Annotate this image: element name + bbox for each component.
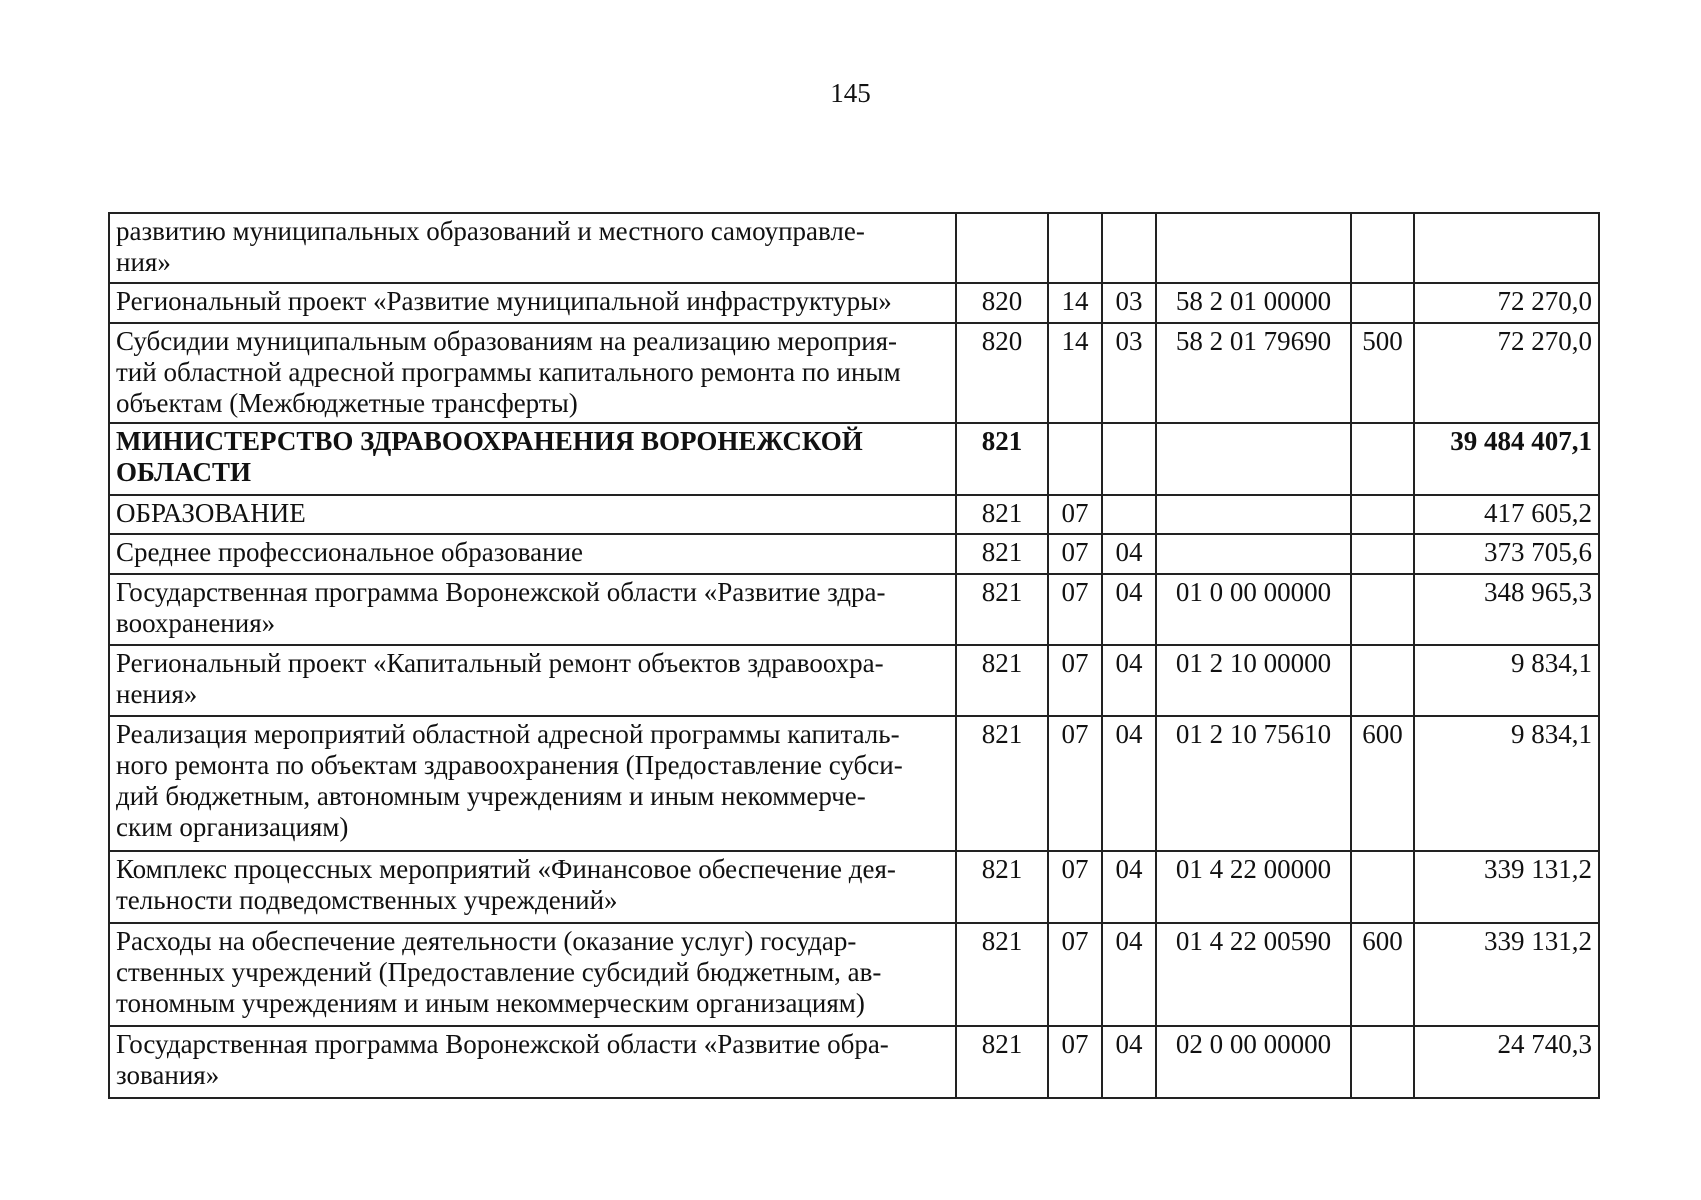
cell-grbs: 821	[956, 923, 1048, 1026]
cell-pr: 04	[1102, 534, 1156, 574]
cell-name: Комплекс процессных мероприятий «Финансовое обеспечение дея- тельности подведомственных учреждений»	[109, 851, 956, 923]
cell-grbs: 821	[956, 534, 1048, 574]
cell-csr	[1156, 423, 1351, 495]
cell-rz: 07	[1048, 574, 1102, 645]
cell-rz: 07	[1048, 534, 1102, 574]
cell-vr: 600	[1351, 923, 1414, 1026]
cell-sum: 339 131,2	[1414, 851, 1599, 923]
cell-grbs: 821	[956, 1026, 1048, 1098]
cell-name: Расходы на обеспечение деятельности (оказание услуг) государ- ственных учреждений (Предоставление субсидий бюджетным, ав- тономным учреждениям и иным некоммерческим организациям)	[109, 923, 956, 1026]
cell-csr	[1156, 534, 1351, 574]
cell-sum: 9 834,1	[1414, 716, 1599, 851]
cell-name: Реализация мероприятий областной адресной программы капиталь- ного ремонта по объектам здравоохранения (Предоставление субси- дий бюджетным, автономным учреждениям и иным некоммерче- ским организациям)	[109, 716, 956, 851]
table-row	[109, 534, 1599, 574]
cell-grbs: 820	[956, 323, 1048, 423]
cell-rz: 07	[1048, 645, 1102, 716]
cell-csr: 01 4 22 00000	[1156, 851, 1351, 923]
budget-table-body	[109, 213, 1599, 1098]
cell-sum: 9 834,1	[1414, 645, 1599, 716]
cell-pr: 04	[1102, 851, 1156, 923]
cell-name: Субсидии муниципальным образованиям на реализацию мероприя- тий областной адресной программы капитального ремонта по иным объектам (Межбюджетные трансферты)	[109, 323, 956, 423]
table-row	[109, 423, 1599, 495]
budget-table	[108, 212, 1600, 1099]
cell-csr: 01 2 10 00000	[1156, 645, 1351, 716]
cell-pr: 03	[1102, 283, 1156, 323]
cell-sum: 417 605,2	[1414, 495, 1599, 534]
cell-name: Государственная программа Воронежской области «Развитие обра- зования»	[109, 1026, 956, 1098]
cell-sum: 72 270,0	[1414, 283, 1599, 323]
cell-csr	[1156, 213, 1351, 283]
cell-vr: 600	[1351, 716, 1414, 851]
table-row	[109, 1026, 1599, 1098]
cell-pr: 04	[1102, 1026, 1156, 1098]
cell-csr: 58 2 01 00000	[1156, 283, 1351, 323]
cell-csr: 02 0 00 00000	[1156, 1026, 1351, 1098]
cell-pr: 03	[1102, 323, 1156, 423]
cell-vr	[1351, 851, 1414, 923]
cell-grbs	[956, 213, 1048, 283]
cell-rz: 07	[1048, 923, 1102, 1026]
cell-csr: 01 4 22 00590	[1156, 923, 1351, 1026]
cell-pr: 04	[1102, 923, 1156, 1026]
cell-vr	[1351, 213, 1414, 283]
cell-pr: 04	[1102, 645, 1156, 716]
cell-name: Государственная программа Воронежской области «Развитие здра- воохранения»	[109, 574, 956, 645]
cell-rz	[1048, 213, 1102, 283]
table-row	[109, 283, 1599, 323]
cell-grbs: 821	[956, 645, 1048, 716]
cell-sum: 24 740,3	[1414, 1026, 1599, 1098]
cell-csr: 58 2 01 79690	[1156, 323, 1351, 423]
cell-csr	[1156, 495, 1351, 534]
cell-grbs: 821	[956, 716, 1048, 851]
cell-grbs: 821	[956, 423, 1048, 495]
cell-vr	[1351, 574, 1414, 645]
cell-name: ОБРАЗОВАНИЕ	[109, 495, 956, 534]
cell-rz: 14	[1048, 283, 1102, 323]
cell-rz: 07	[1048, 716, 1102, 851]
cell-rz: 07	[1048, 851, 1102, 923]
cell-vr	[1351, 283, 1414, 323]
cell-vr: 500	[1351, 323, 1414, 423]
cell-sum: 72 270,0	[1414, 323, 1599, 423]
cell-sum: 348 965,3	[1414, 574, 1599, 645]
cell-pr	[1102, 423, 1156, 495]
cell-vr	[1351, 1026, 1414, 1098]
table-row	[109, 923, 1599, 1026]
cell-pr	[1102, 213, 1156, 283]
cell-rz: 07	[1048, 1026, 1102, 1098]
table-row	[109, 645, 1599, 716]
cell-pr: 04	[1102, 574, 1156, 645]
cell-sum: 39 484 407,1	[1414, 423, 1599, 495]
table-row	[109, 716, 1599, 851]
table-row	[109, 495, 1599, 534]
cell-grbs: 821	[956, 495, 1048, 534]
cell-name: развитию муниципальных образований и местного самоуправле- ния»	[109, 213, 956, 283]
cell-sum: 373 705,6	[1414, 534, 1599, 574]
cell-csr: 01 2 10 75610	[1156, 716, 1351, 851]
cell-rz	[1048, 423, 1102, 495]
cell-name: МИНИСТЕРСТВО ЗДРАВООХРАНЕНИЯ ВОРОНЕЖСКОЙ ОБЛАСТИ	[109, 423, 956, 495]
cell-sum: 339 131,2	[1414, 923, 1599, 1026]
cell-vr	[1351, 423, 1414, 495]
cell-vr	[1351, 645, 1414, 716]
cell-vr	[1351, 534, 1414, 574]
table-row	[109, 574, 1599, 645]
cell-csr: 01 0 00 00000	[1156, 574, 1351, 645]
table-row	[109, 851, 1599, 923]
cell-name: Региональный проект «Капитальный ремонт объектов здравоохра- нения»	[109, 645, 956, 716]
cell-grbs: 821	[956, 574, 1048, 645]
cell-vr	[1351, 495, 1414, 534]
table-row	[109, 323, 1599, 423]
cell-name: Региональный проект «Развитие муниципальной инфраструктуры»	[109, 283, 956, 323]
cell-grbs: 821	[956, 851, 1048, 923]
cell-pr	[1102, 495, 1156, 534]
page-number: 145	[830, 78, 871, 108]
cell-name: Среднее профессиональное образование	[109, 534, 956, 574]
table-row	[109, 213, 1599, 283]
cell-rz: 07	[1048, 495, 1102, 534]
cell-sum	[1414, 213, 1599, 283]
cell-pr: 04	[1102, 716, 1156, 851]
cell-rz: 14	[1048, 323, 1102, 423]
cell-grbs: 820	[956, 283, 1048, 323]
